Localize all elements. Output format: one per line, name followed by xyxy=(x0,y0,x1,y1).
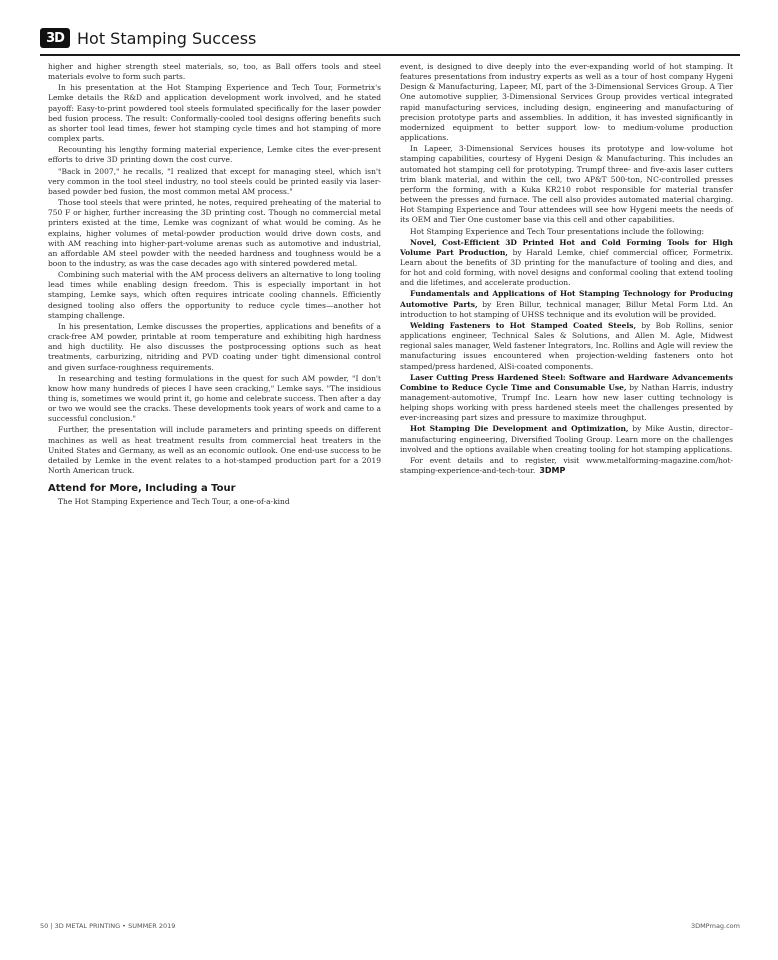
subheading: Attend for More, Including a Tour xyxy=(48,483,236,495)
presentation-item xyxy=(400,321,733,372)
presentation-body: by Eren Billur, technical manager, Billur Metal Form Ltd. An introduction to hot stamping of UHSS technique and its evolution will be provided. xyxy=(400,299,734,319)
presentation-item xyxy=(400,424,733,454)
page-footer xyxy=(40,922,740,930)
presentation-title: Hot Stamping Die Development and Optimization, xyxy=(410,424,629,434)
paragraph xyxy=(400,456,733,476)
left-column xyxy=(48,62,381,509)
event-url-text: For event details and to register, visit www.metalforming-magazine.com/hot-stamping-experience-and-tech-tour. xyxy=(400,455,733,476)
paragraph: Those tool steels that were printed, he notes, required preheating of the material to 750 F or higher, further increasing the 3D printing cost. Though no commercial metal printers existed at the time, Lemke was cognizant of what would be coming. As he explains, higher volumes of metal-powder production would drive down costs, and with AM reaching into higher-part-volume arenas such as automotive and industrial, an affordable AM steel powder with the needed hardness and toughness would be a boon to the industry, as was the case decades ago with sintered powdered metal. xyxy=(48,198,381,268)
presentation-title: Novel, Cost-Efficient 3D Printed Hot and Cold Forming Tools for High Volume Part Production, xyxy=(400,237,733,257)
right-column xyxy=(400,62,733,477)
section-title: Hot Stamping Success xyxy=(77,28,257,48)
paragraph: event, is designed to dive deeply into the ever-expanding world of hot stamping. It features presentations from industry experts as well as a tour of host company Hygeni Design & Manufacturing, Lapeer, MI, part of the 3-Dimensional Services Group. A Tier One automotive supplier, 3-Dimensional Services Group provides vertical integrated rapid manufacturing services, including design, engineering and manufacturing of precision prototype parts and assemblies. In addition, it has invested significantly in modernized equipment to better support low- to medium-volume production applications. xyxy=(400,62,733,143)
end-mark: 3DMP xyxy=(539,466,566,476)
presentation-body: by Bob Rollins, senior applications engineer, Technical Sales & Solutions, and Allen M. Agle, Midwest regional sales manager, Weld fastener Integrators, Inc. Rollins and Agle will review the manufacturing issues encountered when projection-welding fasteners onto hot stamped/press hardened, AlSi-coated components. xyxy=(400,320,733,371)
presentation-title: Laser Cutting Press Hardened Steel: Software and Hardware Advancements Combine to Reduce Cycle Time and Consumable Use, xyxy=(400,372,733,392)
paragraph: The Hot Stamping Experience and Tech Tour, a one-of-a-kind xyxy=(58,497,290,507)
presentation-body: by Nathan Harris, industry management-automotive, Trumpf Inc. Learn how new laser cutting technology is helping shops working with press hardened steels meet the challenges presented by ever-increasing part sizes and pressure to maximize throughput. xyxy=(400,382,733,423)
presentation-title: Fundamentals and Applications of Hot Stamping Technology for Producing Automotive Parts, xyxy=(400,289,733,309)
quote-paragraph: "Back in 2007," he recalls, "I realized that except for managing steel, which isn't very common in the tool steel industry, no tool steels could be printed easily via laser-based powder bed fusion, the most common metal AM process." xyxy=(48,166,381,196)
presentation-title: Welding Fasteners to Hot Stamped Coated Steels, xyxy=(410,320,637,330)
presentation-body: by Mike Austin, director–manufacturing engineering, Diversified Tooling Group. Learn more on the challenges involved and the options available when creating tooling for hot stamping applications. xyxy=(400,424,733,454)
presentation-item xyxy=(400,289,733,319)
paragraph: Hot Stamping Experience and Tech Tour presentations include the following: xyxy=(410,226,705,236)
presentation-item xyxy=(400,373,733,424)
quote-paragraph: In researching and testing formulations in the quest for such AM powder, "I don't know how many hundreds of pieces I have seen cracking," Lemke says. "The insidious thing is, sometimes we would print it, go home and celebrate success. Then after a day or two we would see the cracks. These developments took years of work and came to a successful conclusion." xyxy=(48,373,381,424)
paragraph: Recounting his lengthy forming material experience, Lemke cites the ever-present efforts to drive 3D printing down the cost curve. xyxy=(48,145,381,165)
folio: 50 | 3D METAL PRINTING • SUMMER 2019 xyxy=(40,922,176,930)
page-header xyxy=(40,22,740,56)
website: 3DMPmag.com xyxy=(690,922,740,930)
paragraph: In his presentation, Lemke discusses the properties, applications and benefits of a crack-free AM powder, printable at room temperature and exhibiting high hardness and high ductility. He also discusses the postprocessing options such as heat treatments, carburizing, nitriding and PVD coating under tight dimensional control and given surface-roughness requirements. xyxy=(48,321,381,372)
presentation-item xyxy=(400,238,733,289)
3d-logo: 3D xyxy=(40,28,70,48)
presentation-body: by Harald Lemke, chief commercial officer, Formetrix. Learn about the benefits of 3D printing for the manufacture of tooling and dies, and for hot and cold forming, with novel designs and conformal cooling that extend tooling and die lifetimes, and accelerate production. xyxy=(400,247,733,288)
paragraph: In his presentation at the Hot Stamping Experience and Tech Tour, Formetrix's Lemke details the R&D and application development work involved, and he stated payoff: Easy-to-print powdered tool steels formulated specifically for the laser powder bed fusion process. The result: Conformally-cooled tool designs offering benefits such as shorter tool lead times, fewer hot stamping cycle times and hot stamping of more complex parts. xyxy=(48,83,381,144)
paragraph: Combining such material with the AM process delivers an alternative to long tooling lead times while enabling design freedom. This is especially important in hot stamping, Lemke says, which often requires intricate cooling channels. Efficiently designed tooling also offers the opportunity to reduce cycle times—another hot stamping challenge. xyxy=(48,270,381,320)
paragraph: higher and higher strength steel materials, so, too, as Ball offers tools and steel materials evolve to form such parts. xyxy=(48,62,381,82)
paragraph: In Lapeer, 3-Dimensional Services houses its prototype and low-volume hot stamping capabilities, courtesy of Hygeni Design & Manufacturing. This includes an automated hot stamping cell for prototyping. Trumpf three- and five-axis laser cutters trim blank material, and within the cell, two AP&T 500-ton, NC-controlled presses perform the forming, with a Kuka KR210 robot responsible for material transfer between the presses and furnace. The cell also provides automated material charging. Hot Stamping Experience and Tour attendees will see how Hygeni meets the needs of its OEM and Tier One customer base via this cell and other capabilities. xyxy=(400,144,733,225)
paragraph: Further, the presentation will include parameters and printing speeds on different machines as well as heat treatment results from commercial heat treaters in the United States and Germany, as well as an economic outlook. One end-use success to be detailed by Lemke in the event relates to a hot-stamped production part for a 2019 North American truck. xyxy=(48,425,381,476)
